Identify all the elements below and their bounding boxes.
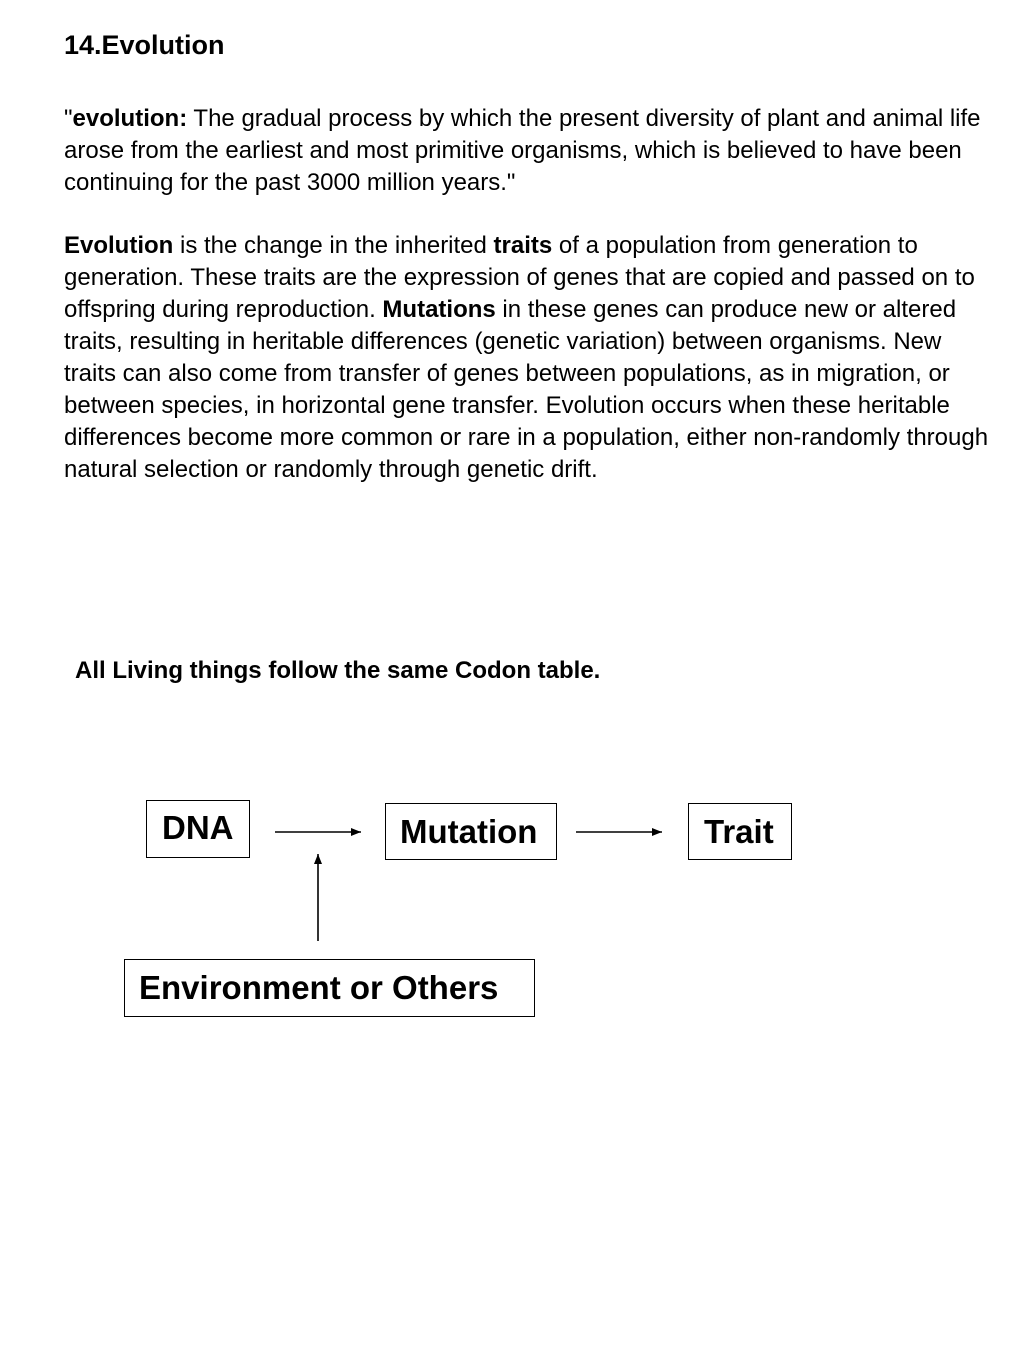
- body-text-1: is the change in the inherited: [173, 232, 494, 259]
- definition-open-quote: ": [64, 105, 73, 132]
- page-title: 14.Evolution: [64, 30, 225, 60]
- dna-box: DNA: [146, 800, 250, 858]
- environment-box: Environment or Others: [124, 959, 535, 1017]
- evolution-term: Evolution: [64, 232, 174, 259]
- traits-term: traits: [493, 232, 553, 259]
- definition-text: The gradual process by which the present diversity of plant and animal life arose from the earliest and most primitive organisms, which is believed to have been continuing for the past 3000 million years.": [64, 105, 981, 196]
- trait-box: Trait: [688, 803, 792, 860]
- body-text-2: of a population from generation to generation. These traits are the expression of genes that are copied and passed on to offspring during reproduction.: [64, 232, 975, 323]
- definition-term: evolution:: [72, 105, 188, 132]
- body-text-3: in these genes can produce new or altered traits, resulting in heritable differences (genetic variation) between organisms. New traits can also come from transfer of genes between populations, as in migration, or between species, in horizontal gene transfer. Evolution occurs when these heritable differences become more common or rare in a population, either non-randomly through natural selection or randomly through genetic drift.: [64, 296, 989, 483]
- mutations-term: Mutations: [382, 296, 496, 323]
- mutation-box: Mutation: [385, 803, 557, 860]
- codon-table-note: All Living things follow the same Codon table.: [75, 657, 601, 684]
